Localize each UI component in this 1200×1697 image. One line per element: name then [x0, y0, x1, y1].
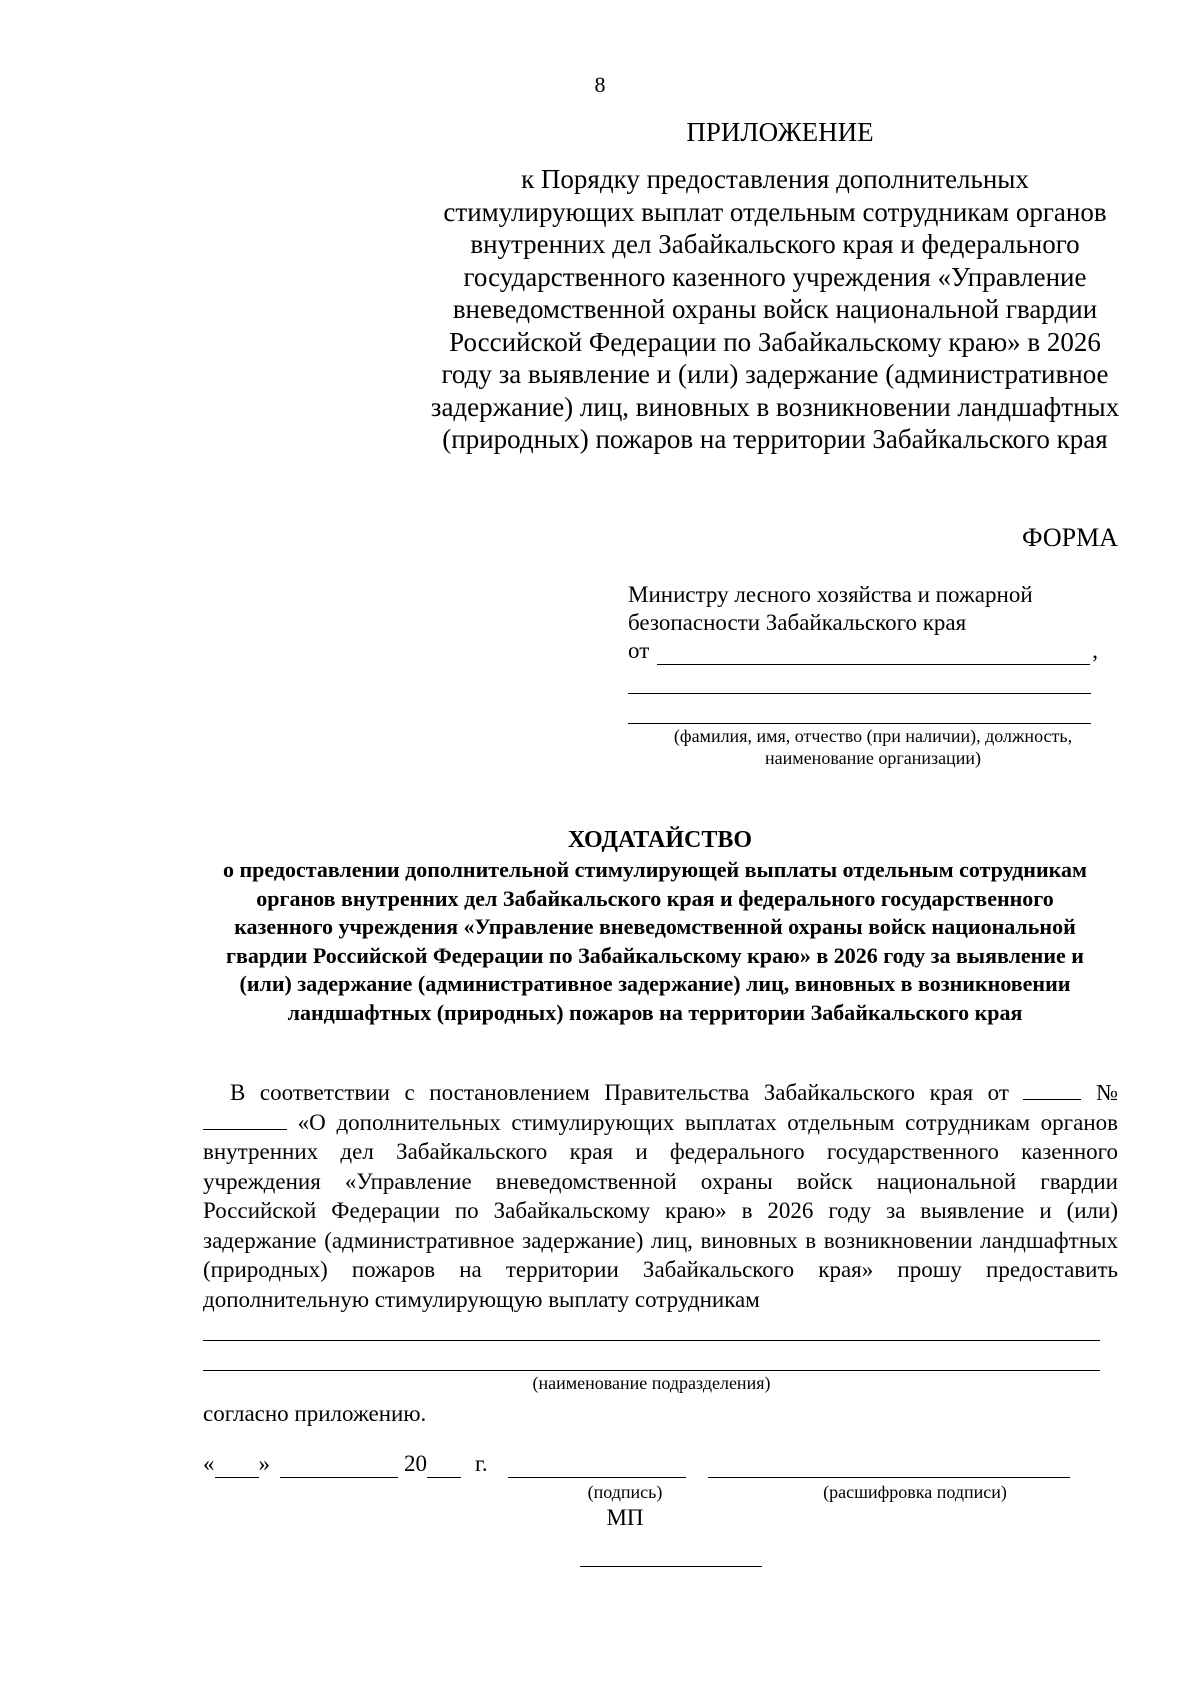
from-line-2[interactable] [628, 693, 1091, 694]
from-name-line[interactable] [657, 642, 1090, 665]
subdivision-caption: (наименование подразделения) [532, 1373, 771, 1393]
date-signature-row [203, 1450, 1070, 1478]
day-blank[interactable] [215, 1455, 259, 1478]
signature-caption: (подпись) [587, 1482, 663, 1502]
body-part-2: «О дополнительных стимулирующих выплатах отдельным сотрудникам органов внутренних дел Забайкальского края и федерального государственного казенного учреждения «Управление вневедомственной охраны войск национальной гвардии Российской Федерации по Забайкальскому краю» в 2026 году за выявление и (или) задержание (административное задержание) лиц, виновных в возникновении ландшафтных (природных) пожаров на территории Забайкальского края» прошу предоставить дополнительную стимулирующую выплату сотрудникам [203, 1109, 1118, 1312]
body-paragraph [203, 1078, 1118, 1314]
number-sign: № [1096, 1080, 1119, 1105]
quote-open: « [203, 1451, 215, 1476]
quote-close: » [258, 1451, 270, 1476]
stamp-line[interactable] [580, 1566, 762, 1567]
month-blank[interactable] [280, 1455, 398, 1478]
year-prefix: 20 [404, 1451, 427, 1476]
subdivision-line-1[interactable] [203, 1340, 1100, 1341]
from-comma: , [1092, 638, 1098, 663]
closing-text: согласно приложению. [203, 1401, 427, 1426]
document-subtitle: о предоставлении дополнительной стимулирующей выплаты отдельным сотрудникам органов внутренних дел Забайкальского края и федерального государственного казенного учреждения «Управление вневедомственной охраны войск национальной гвардии Российской Федерации по Забайкальскому краю» в 2026 году за выявление и (или) задержание (административное задержание) лиц, виновных в возникновении ландшафтных (природных) пожаров на территории Забайкальского края [222, 857, 1087, 1025]
addressee-caption: (фамилия, имя, отчество (при наличии), должность, наименование организации) [673, 726, 1073, 768]
year-suffix: г. [475, 1451, 488, 1476]
decree-date-blank[interactable] [1023, 1081, 1081, 1100]
form-label: ФОРМА [1022, 523, 1118, 552]
document-title: ХОДАТАЙСТВО [567, 827, 753, 853]
page-number: 8 [594, 72, 606, 97]
stamp-label: МП [606, 1505, 644, 1530]
decoding-caption: (расшифровка подписи) [823, 1482, 1007, 1502]
from-line-3[interactable] [628, 723, 1091, 724]
body-part-1: В соответствии с постановлением Правительства Забайкальского края от [230, 1080, 1009, 1105]
from-row [628, 637, 1098, 665]
from-label: от [628, 638, 650, 663]
signature-decoding-line[interactable] [708, 1455, 1070, 1478]
subdivision-line-2[interactable] [203, 1370, 1100, 1371]
appendix-title: ПРИЛОЖЕНИЕ [686, 117, 874, 147]
signature-line[interactable] [508, 1455, 686, 1478]
decree-number-blank[interactable] [203, 1111, 287, 1130]
year-blank[interactable] [427, 1455, 461, 1478]
appendix-text: к Порядку предоставления дополнительных стимулирующих выплат отдельным сотрудникам органов внутренних дел Забайкальского края и федерального государственного казенного учреждения «Управление вневедомственной охраны войск национальной гвардии Российской Федерации по Забайкальскому краю» в 2026 году за выявление и (или) задержание (административное задержание) лиц, виновных в возникновении ландшафтных (природных) пожаров на территории Забайкальского края [430, 164, 1120, 454]
addressee-text: Министру лесного хозяйства и пожарной безопасности Забайкальского края [628, 582, 1033, 635]
